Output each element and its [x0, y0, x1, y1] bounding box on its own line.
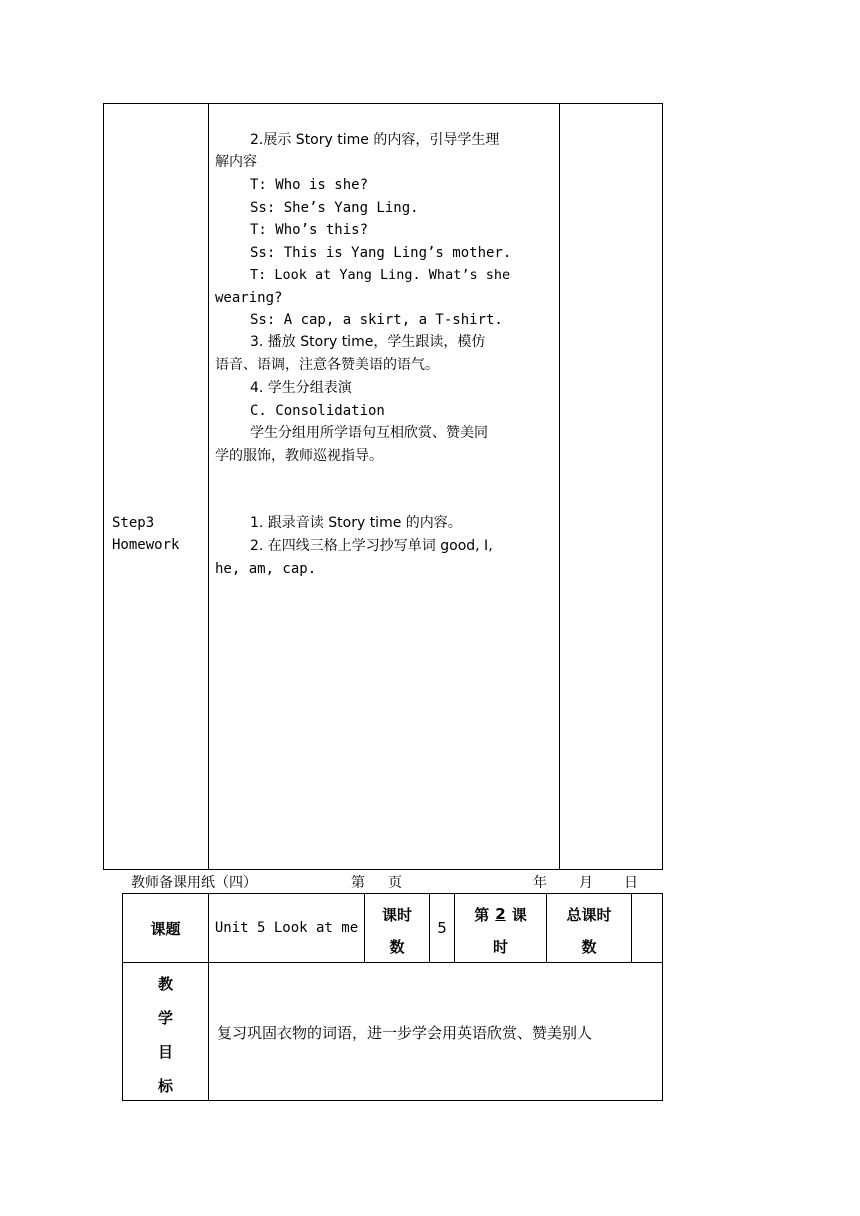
lesson-num: 2 — [495, 905, 506, 923]
content-line: T: Look at Yang Ling. What’s she — [250, 267, 511, 283]
content-line: 2.展示 Story time 的内容，引导学生理 — [250, 132, 500, 148]
goal-char: 教 — [157, 974, 173, 993]
hours-label-1: 课时 — [381, 905, 412, 924]
notes-column — [559, 104, 663, 869]
page-di: 第 — [351, 875, 365, 891]
homework-line: he, am, cap. — [215, 561, 317, 577]
goal-char: 学 — [157, 1008, 173, 1027]
content-line: 3. 播放 Story time，学生跟读，模仿 — [250, 334, 486, 350]
year-label: 年 — [533, 875, 547, 891]
content-line: 学的服饰，教师巡视指导。 — [215, 448, 383, 464]
total-label-2: 数 — [581, 937, 597, 956]
month-label: 月 — [579, 875, 593, 891]
hours-value: 5 — [437, 919, 447, 937]
content-line: Ss: This is Yang Ling’s mother. — [250, 245, 512, 261]
hours-label-2: 数 — [389, 937, 405, 956]
lesson-number — [455, 902, 546, 926]
paper-label: 教师备课用纸（四） — [131, 875, 257, 891]
column-divider — [631, 894, 632, 962]
lesson-di: 第 — [474, 905, 490, 924]
content-line: 语音、语调，注意各赞美语的语气。 — [215, 357, 439, 373]
content-line: 解内容 — [215, 154, 257, 170]
total-label-1: 总课时 — [566, 905, 612, 924]
content-column — [208, 104, 558, 869]
content-line: T: Who is she? — [250, 177, 369, 193]
lesson-steps-table — [103, 103, 663, 870]
content-line: 4. 学生分组表演 — [250, 380, 352, 396]
content-line: Ss: She’s Yang Ling. — [250, 200, 419, 216]
goal-char: 标 — [157, 1076, 173, 1095]
content-line: T: Who’s this? — [250, 222, 369, 238]
lesson-info-table — [122, 893, 663, 1101]
lesson-shi: 时 — [492, 937, 508, 956]
page-ye: 页 — [388, 875, 402, 891]
content-line: wearing? — [215, 290, 283, 306]
content-line: C. Consolidation — [250, 403, 385, 419]
lesson-ke: 课 — [511, 905, 527, 924]
topic-value: Unit 5 Look at me — [214, 920, 359, 936]
content-line: 学生分组用所学语句互相欣赏、赞美同 — [250, 425, 488, 441]
homework-line: 1. 跟录音读 Story time 的内容。 — [250, 515, 462, 531]
goal-text: 复习巩固衣物的词语，进一步学会用英语欣赏、赞美别人 — [217, 1023, 593, 1042]
goal-char: 目 — [157, 1042, 173, 1061]
homework-line: 2. 在四线三格上学习抄写单词 good, I, — [250, 538, 493, 554]
homework-label: Homework — [112, 537, 180, 553]
step-label: Step3 — [112, 515, 155, 531]
content-line: Ss: A cap, a skirt, a T-shirt. — [250, 312, 503, 328]
day-label: 日 — [624, 875, 638, 891]
step-column — [104, 104, 208, 869]
topic-label: 课题 — [150, 919, 181, 938]
